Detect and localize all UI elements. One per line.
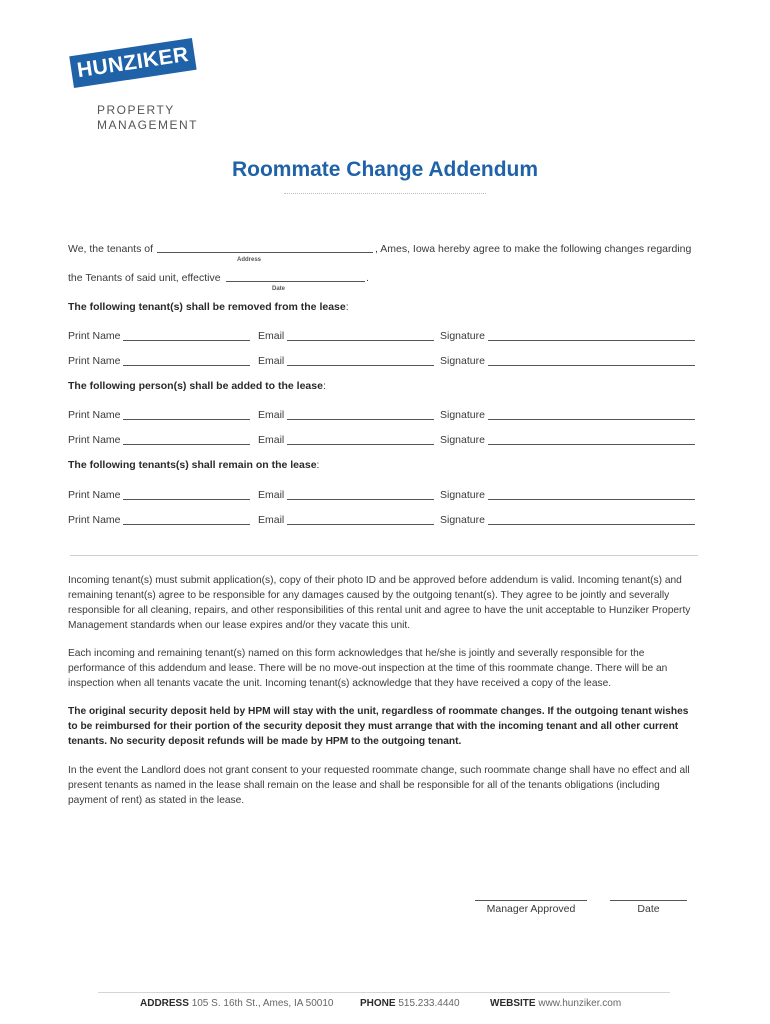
section-divider — [70, 555, 698, 556]
signature-label: Signature — [440, 409, 485, 421]
signature-label: Signature — [440, 330, 485, 342]
email-label: Email — [258, 330, 285, 342]
title-underline — [284, 193, 486, 194]
print-name-field[interactable] — [123, 444, 250, 445]
print-name-label: Print Name — [68, 434, 121, 446]
footer-address — [140, 998, 333, 1009]
approval-date-label: Date — [637, 903, 660, 915]
print-name-field[interactable] — [123, 340, 250, 341]
logo-badge — [69, 38, 196, 88]
removed-row-1 — [0, 330, 770, 344]
company-logo — [74, 42, 214, 136]
email-label: Email — [258, 355, 285, 367]
email-label: Email — [258, 514, 285, 526]
footer-phone-label: PHONE — [360, 998, 396, 1009]
email-label: Email — [258, 434, 285, 446]
paragraph-text: The original security deposit held by HPM will stay with the unit, regardless of roommate changes. If the outgoing tenant wishes to be reimbursed for their portion of the security deposit they must arrange that with the incoming tenant and all other current tenants. No security deposit refunds will be made by HPM to the outgoing tenant. — [68, 706, 689, 747]
print-name-label: Print Name — [68, 514, 121, 526]
logo-line-property: PROPERTY — [97, 103, 175, 117]
signature-field[interactable] — [488, 444, 695, 445]
intro-ames-text: , Ames, Iowa hereby agree to make the following changes regarding — [375, 243, 692, 255]
print-name-label: Print Name — [68, 489, 121, 501]
added-heading: The following person(s) shall be added to the lease: — [68, 380, 326, 392]
footer-phone-value: 515.233.4440 — [398, 998, 460, 1009]
signature-field[interactable] — [488, 499, 695, 500]
manager-approved-label: Manager Approved — [486, 903, 576, 915]
logo-brand: HUNZIKER — [75, 42, 191, 83]
effective-date-field[interactable] — [226, 281, 365, 282]
page-title: Roommate Change Addendum — [231, 158, 539, 181]
paragraph-text: Incoming tenant(s) must submit application(s), copy of their photo ID and be approved before addendum is valid. Incoming tenant(s) and remaining tenant(s) agree to be responsible for any damages caused by the outgoing tenant(s). They agree to be jointly and severally responsible for all cleaning, repairs, and other responsibilities of this rental unit and agree to have the unit acceptable to Hunziker Property Management standards when our lease expires and/or they vacate this unit. — [68, 575, 691, 631]
paragraph-text: Each incoming and remaining tenant(s) named on this form acknowledges that he/she is jointly and severally responsible for the performance of this addendum and lease. There will be no move-out inspection at the time of this roommate change. There will be an inspection when all tenants vacate the unit. Incoming tenant(s) acknowledge that they have received a copy of the lease. — [68, 648, 668, 689]
signature-field[interactable] — [488, 524, 695, 525]
email-field[interactable] — [287, 419, 434, 420]
footer-website-value[interactable]: www.hunziker.com — [538, 998, 622, 1009]
remain-row-2 — [0, 514, 770, 528]
email-label: Email — [258, 409, 285, 421]
print-name-field[interactable] — [123, 499, 250, 500]
email-field[interactable] — [287, 365, 434, 366]
intro-we-tenants-of: We, the tenants of — [68, 243, 154, 255]
remain-heading: The following tenants(s) shall remain on the lease: — [68, 459, 320, 471]
paragraph-text: In the event the Landlord does not grant consent to your requested roommate change, such roommate change shall have no effect and all present tenants as named in the lease shall remain on the lease and shall be responsible for all of the tenants obligations (including payment of rent) as stated in the lease. — [68, 765, 690, 806]
email-field[interactable] — [287, 444, 434, 445]
email-field[interactable] — [287, 499, 434, 500]
removed-heading: The following tenant(s) shall be removed from the lease: — [68, 301, 349, 313]
intro-period: . — [366, 272, 369, 284]
print-name-label: Print Name — [68, 409, 121, 421]
footer-rule — [98, 992, 670, 993]
footer-phone — [360, 998, 460, 1009]
signature-label: Signature — [440, 514, 485, 526]
signature-label: Signature — [440, 434, 485, 446]
remain-row-1 — [0, 489, 770, 503]
email-field[interactable] — [287, 524, 434, 525]
footer-website — [490, 998, 621, 1009]
manager-approved-field[interactable] — [475, 900, 587, 901]
email-field[interactable] — [287, 340, 434, 341]
signature-field[interactable] — [488, 419, 695, 420]
print-name-field[interactable] — [123, 419, 250, 420]
date-label: Date — [272, 286, 286, 292]
address-label: Address — [237, 257, 262, 263]
print-name-field[interactable] — [123, 365, 250, 366]
print-name-label: Print Name — [68, 355, 121, 367]
signature-field[interactable] — [488, 340, 695, 341]
address-field[interactable] — [157, 252, 373, 253]
paragraph-incoming-tenants — [68, 573, 700, 633]
signature-label: Signature — [440, 489, 485, 501]
footer-website-label: WEBSITE — [490, 998, 536, 1009]
signature-field[interactable] — [488, 365, 695, 366]
footer-address-value: 105 S. 16th St., Ames, IA 50010 — [191, 998, 334, 1009]
print-name-field[interactable] — [123, 524, 250, 525]
removed-row-2 — [0, 355, 770, 369]
added-row-1 — [0, 409, 770, 423]
paragraph-landlord-consent — [68, 763, 700, 808]
paragraph-responsibility — [68, 646, 700, 691]
print-name-label: Print Name — [68, 330, 121, 342]
added-row-2 — [0, 434, 770, 448]
email-label: Email — [258, 489, 285, 501]
logo-line-management: MANAGEMENT — [97, 118, 199, 132]
approval-date-field[interactable] — [610, 900, 687, 901]
signature-label: Signature — [440, 355, 485, 367]
intro-tenants-effective: the Tenants of said unit, effective — [68, 272, 221, 284]
paragraph-security-deposit — [68, 704, 700, 749]
footer-address-label: ADDRESS — [140, 998, 189, 1009]
